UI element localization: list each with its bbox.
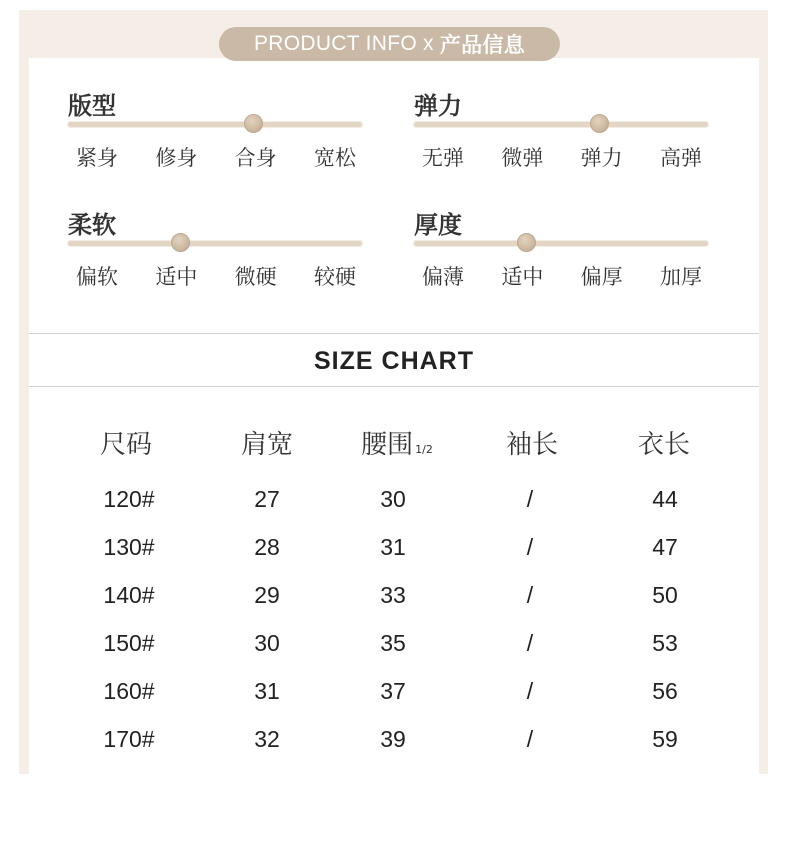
header-separator: x (423, 32, 434, 55)
attribute-thickness (414, 205, 714, 315)
cell-shoulder: 27 (254, 486, 280, 512)
header-size: 尺码 (99, 430, 153, 460)
attribute-track (414, 241, 708, 246)
cell-sleeve: / (526, 678, 534, 704)
attribute-track (68, 241, 362, 246)
cell-length: 44 (652, 486, 678, 512)
cell-length: 59 (652, 726, 678, 752)
attribute-title: 弹力 (414, 92, 462, 120)
cell-shoulder: 29 (254, 582, 280, 608)
cell-size: 150# (103, 630, 155, 656)
attribute-option: 合身 (234, 146, 277, 170)
attribute-knob (244, 114, 263, 133)
size-chart-title: SIZE CHART (314, 347, 474, 375)
attribute-knob (517, 233, 536, 252)
attribute-option: 适中 (501, 265, 544, 289)
attribute-knob (590, 114, 609, 133)
attribute-title: 版型 (68, 92, 116, 120)
cell-sleeve: / (526, 534, 534, 560)
cell-waist: 37 (380, 678, 406, 704)
attribute-softness (68, 205, 368, 315)
attribute-option: 较硬 (313, 265, 356, 289)
cell-size: 130# (103, 534, 155, 560)
cell-sleeve: / (526, 582, 534, 608)
header-title-en: PRODUCT INFO (253, 32, 418, 55)
header-title-zh: 产品信息 (439, 33, 526, 57)
cell-length: 50 (652, 582, 678, 608)
attribute-option: 偏厚 (580, 265, 623, 289)
attribute-track (414, 122, 708, 127)
header-waist: 腰围 1/2 (361, 430, 433, 460)
cell-waist: 31 (380, 534, 406, 560)
cell-sleeve: / (526, 486, 534, 512)
attribute-title: 厚度 (414, 211, 462, 239)
attribute-option: 无弹 (422, 146, 464, 170)
attribute-option: 修身 (155, 146, 198, 170)
cell-size: 160# (103, 678, 155, 704)
cell-waist: 39 (380, 726, 406, 752)
header-length: 衣长 (637, 430, 691, 460)
attribute-option: 弹力 (580, 146, 623, 170)
attribute-option: 紧身 (76, 146, 118, 170)
header-shoulder: 肩宽 (240, 430, 294, 460)
cell-length: 56 (652, 678, 678, 704)
cell-length: 47 (652, 534, 678, 560)
cell-shoulder: 31 (254, 678, 280, 704)
cell-waist: 30 (380, 486, 406, 512)
attribute-option: 加厚 (659, 265, 702, 289)
header-sleeve: 袖长 (505, 430, 559, 460)
attribute-option: 微弹 (501, 146, 544, 170)
cell-length: 53 (652, 630, 678, 656)
cell-shoulder: 30 (254, 630, 280, 656)
attribute-option: 偏薄 (422, 265, 464, 289)
attribute-option: 适中 (155, 265, 198, 289)
attribute-title: 柔软 (68, 211, 116, 239)
cell-shoulder: 32 (254, 726, 280, 752)
cell-waist: 35 (380, 630, 406, 656)
cell-waist: 33 (380, 582, 406, 608)
product-info-header (219, 27, 560, 61)
cell-sleeve: / (526, 726, 534, 752)
cell-shoulder: 28 (254, 534, 280, 560)
attribute-fit (68, 86, 368, 196)
attribute-knob (171, 233, 190, 252)
cell-size: 120# (103, 486, 155, 512)
attribute-elasticity (414, 86, 714, 196)
waist-note: 1/2 (415, 443, 433, 456)
attribute-option: 宽松 (313, 146, 356, 170)
cell-size: 140# (103, 582, 155, 608)
cell-sleeve: / (526, 630, 534, 656)
attribute-track (68, 122, 362, 127)
attribute-option: 微硬 (234, 265, 277, 289)
cell-size: 170# (103, 726, 155, 752)
divider (29, 333, 759, 334)
attribute-option: 高弹 (659, 146, 702, 170)
attribute-option: 偏软 (76, 265, 118, 289)
divider (29, 386, 759, 387)
